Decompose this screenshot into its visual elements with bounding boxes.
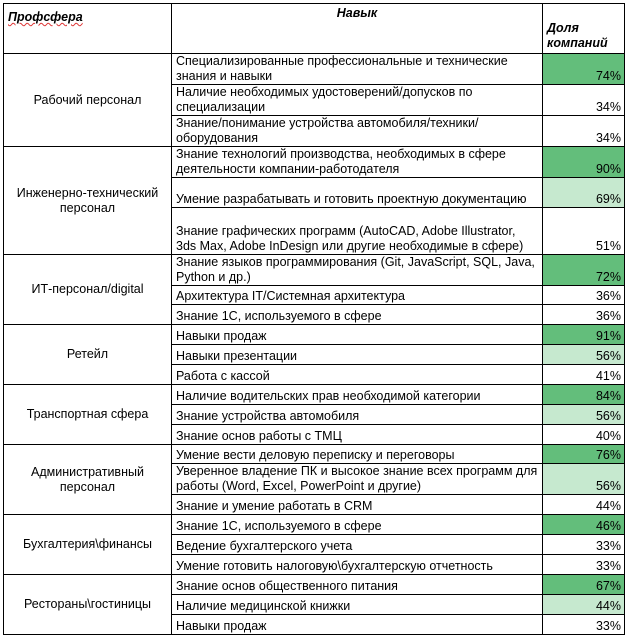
skill-cell: Работа с кассой: [172, 365, 543, 385]
skill-cell: Знание основ общественного питания: [172, 575, 543, 595]
share-cell: 36%: [543, 286, 625, 305]
profession-cell: Инженерно-технический персонал: [4, 147, 172, 255]
profession-cell: Административный персонал: [4, 445, 172, 515]
skill-cell: Знание технологий производства, необходимых в сфере деятельности компании-работодателя: [172, 147, 543, 178]
share-cell: 33%: [543, 535, 625, 555]
share-cell: 56%: [543, 405, 625, 425]
skill-cell: Знание графических программ (AutoCAD, Adobe Illustrator, 3ds Max, Adobe InDesign или другие необходимые в сфере): [172, 208, 543, 255]
table-row: [4, 385, 625, 405]
share-cell: 76%: [543, 445, 625, 464]
share-cell: 44%: [543, 595, 625, 615]
profession-cell: ИТ-персонал/digital: [4, 255, 172, 325]
skill-cell: Знание 1С, используемого в сфере: [172, 515, 543, 535]
profession-cell: Транспортная сфера: [4, 385, 172, 445]
skill-cell: Навыки продаж: [172, 615, 543, 635]
skill-cell: Знание основ работы с ТМЦ: [172, 425, 543, 445]
profession-cell: Рестораны\гостиницы: [4, 575, 172, 635]
share-cell: 74%: [543, 54, 625, 85]
skill-cell: Навыки презентации: [172, 345, 543, 365]
skill-cell: Наличие необходимых удостоверений/допусков по специализации: [172, 85, 543, 116]
header-profession: Профсфера: [4, 4, 172, 54]
skill-cell: Навыки продаж: [172, 325, 543, 345]
share-cell: 56%: [543, 464, 625, 495]
skill-cell: Наличие водительских прав необходимой категории: [172, 385, 543, 405]
skills-table: [3, 3, 625, 635]
table-row: [4, 575, 625, 595]
share-cell: 33%: [543, 615, 625, 635]
skill-cell: Наличие медицинской книжки: [172, 595, 543, 615]
share-cell: 41%: [543, 365, 625, 385]
skill-cell: Архитектура IT/Системная архитектура: [172, 286, 543, 305]
share-cell: 34%: [543, 116, 625, 147]
skill-cell: Ведение бухгалтерского учета: [172, 535, 543, 555]
share-cell: 36%: [543, 305, 625, 325]
share-cell: 72%: [543, 255, 625, 286]
profession-cell: Рабочий персонал: [4, 54, 172, 147]
share-cell: 56%: [543, 345, 625, 365]
skill-cell: Знание языков программирования (Git, JavaScript, SQL, Java, Python и др.): [172, 255, 543, 286]
share-cell: 90%: [543, 147, 625, 178]
table-row: [4, 255, 625, 286]
profession-cell: Бухгалтерия\финансы: [4, 515, 172, 575]
share-cell: 33%: [543, 555, 625, 575]
skill-cell: Специализированные профессиональные и технические знания и навыки: [172, 54, 543, 85]
share-cell: 69%: [543, 178, 625, 208]
skill-cell: Умение вести деловую переписку и переговоры: [172, 445, 543, 464]
share-cell: 91%: [543, 325, 625, 345]
share-cell: 44%: [543, 495, 625, 515]
skill-cell: Уверенное владение ПК и высокое знание всех программ для работы (Word, Excel, PowerPoint и другие): [172, 464, 543, 495]
table-row: [4, 445, 625, 464]
share-cell: 34%: [543, 85, 625, 116]
share-cell: 51%: [543, 208, 625, 255]
profession-cell: Ретейл: [4, 325, 172, 385]
skill-cell: Умение готовить налоговую\бухгалтерскую отчетность: [172, 555, 543, 575]
table-row: [4, 147, 625, 178]
table-row: [4, 325, 625, 345]
share-cell: 40%: [543, 425, 625, 445]
share-cell: 46%: [543, 515, 625, 535]
skill-cell: Знание устройства автомобиля: [172, 405, 543, 425]
skill-cell: Умение разрабатывать и готовить проектную документацию: [172, 178, 543, 208]
table-row: [4, 515, 625, 535]
share-cell: 67%: [543, 575, 625, 595]
header-skill: Навык: [172, 4, 543, 54]
skill-cell: Знание и умение работать в CRM: [172, 495, 543, 515]
header-share: Доля компаний: [543, 4, 625, 54]
skill-cell: Знание 1С, используемого в сфере: [172, 305, 543, 325]
share-cell: 84%: [543, 385, 625, 405]
table-row: [4, 54, 625, 85]
skill-cell: Знание/понимание устройства автомобиля/техники/оборудования: [172, 116, 543, 147]
